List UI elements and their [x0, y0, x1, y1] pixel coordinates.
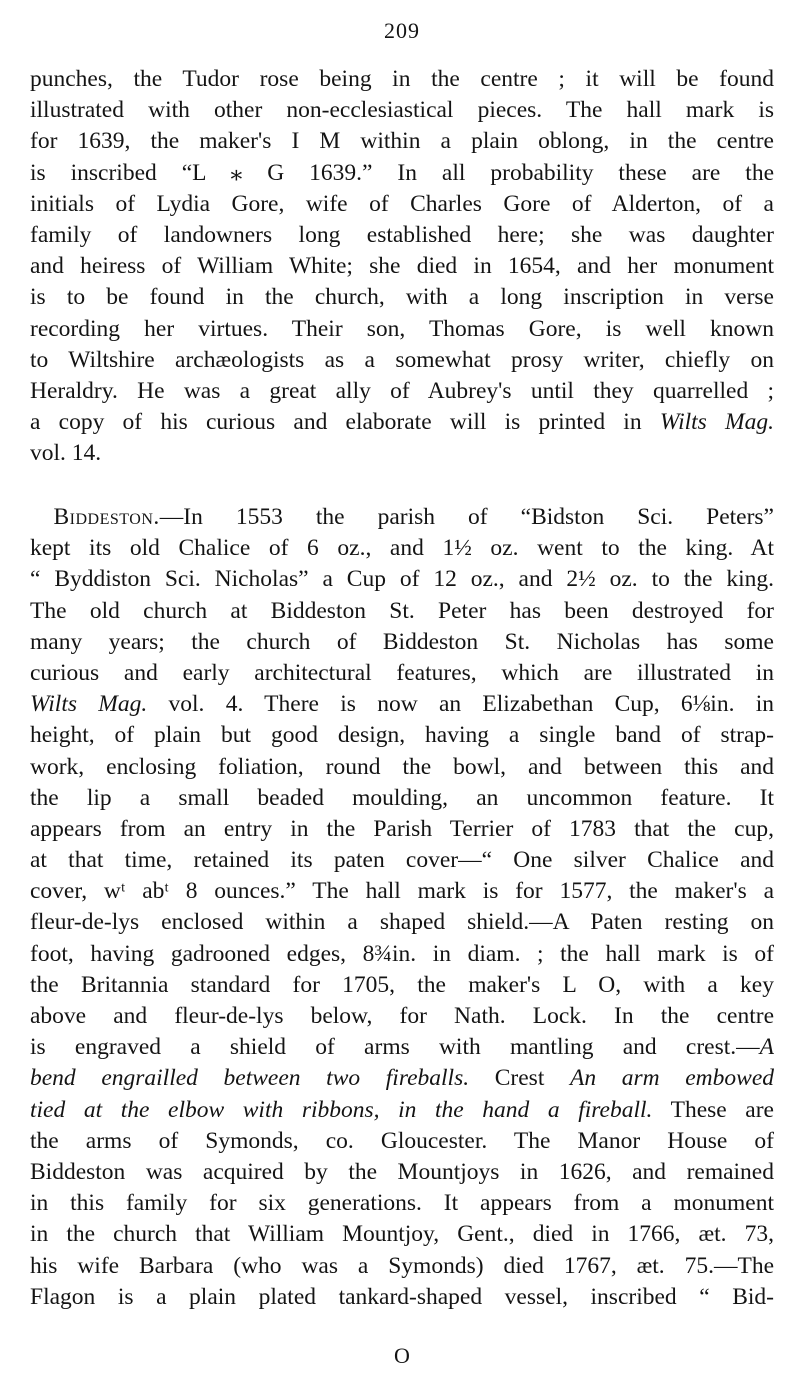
text-line [30, 502, 774, 533]
text-line: the arms of Symonds, co. Gloucester. The Manor House of [30, 1127, 774, 1154]
text-line: the Britannia standard for 1705, the maker's L O, with a key [30, 971, 774, 998]
text-line: cover, wᵗ abᵗ 8 ounces.” The hall mark is for 1577, the maker's a [30, 878, 774, 905]
text-line: recording her virtues. Their son, Thomas Gore, is well known [30, 315, 774, 342]
text-line: fleur-de-lys enclosed within a shaped shield.—A Paten resting on [30, 909, 774, 936]
italic-citation: Wilts Mag. [30, 691, 148, 718]
text-line: illustrated with other non-ecclesiastical pieces. The hall mark is [30, 97, 774, 124]
text-run: is engraved a shield of arms with mantling and crest.— [30, 1034, 760, 1061]
text-line [30, 1032, 774, 1063]
text-line: curious and early architectural features, which are illustrated in [30, 659, 774, 686]
text-line: at that time, retained its paten cover—“ One silver Chalice and [30, 847, 774, 874]
text-line [30, 1095, 774, 1126]
text-run: vol. 4. There is now an Elizabethan Cup, 6⅛in. in [147, 691, 774, 718]
text-run: Crest [469, 1065, 570, 1092]
text-line: is to be found in the church, with a long inscription in verse [30, 284, 774, 311]
text-line: in this family for six generations. It appears from a monument [30, 1190, 774, 1217]
text-line: in the church that William Mountjoy, Gent., died in 1766, æt. 73, [30, 1221, 774, 1248]
text-run: These are [652, 1096, 774, 1123]
text-line: many years; the church of Biddeston St. Nicholas has some [30, 628, 774, 655]
section-heading-biddeston: Biddeston. [53, 504, 160, 530]
italic-blazon: A [759, 1034, 774, 1061]
text-line: the lip a small beaded moulding, an uncommon feature. It [30, 784, 774, 811]
text-line: The old church at Biddeston St. Peter has been destroyed for [30, 597, 774, 624]
signature-mark: O [394, 1343, 410, 1368]
text-line: above and fleur-de-lys below, for Nath. Lock. In the centre [30, 1003, 774, 1029]
italic-blazon: bend engrailled between two fireballs. [30, 1065, 470, 1092]
text-line: initials of Lydia Gore, wife of Charles Gore of Alderton, of a [30, 190, 774, 217]
text-line: and heiress of William White; she died in 1654, and her monument [30, 253, 774, 280]
text-line: Biddeston was acquired by the Mountjoys in 1626, and remained [30, 1158, 774, 1185]
text-line: height, of plain but good design, having a single band of strap- [30, 722, 774, 749]
italic-crest: tied at the elbow with ribbons, in the hand a fireball. [30, 1096, 653, 1123]
text-run: —In 1553 the parish of “Bidston Sci. Peters” [159, 504, 774, 530]
text-line: for 1639, the maker's I M within a plain oblong, in the centre [30, 128, 774, 155]
text-line [30, 407, 774, 438]
page-number: 209 [384, 18, 420, 43]
text-line: kept its old Chalice of 6 oz., and 1½ oz. went to the king. At [30, 535, 774, 562]
italic-citation: Wilts Mag. [659, 409, 774, 436]
document-page [30, 0, 774, 1381]
text-line: Flagon is a plain plated tankard-shaped vessel, inscribed “ Bid- [30, 1283, 774, 1310]
text-line [30, 1063, 774, 1094]
text-line: “ Byddiston Sci. Nicholas” a Cup of 12 oz., and 2½ oz. to the king. [30, 566, 774, 593]
text-line: punches, the Tudor rose being in the centre ; it will be found [30, 66, 774, 92]
text-line: to Wiltshire archæologists as a somewhat prosy writer, chiefly on [30, 346, 774, 373]
text-line: family of landowners long established here; she was daughter [30, 221, 774, 248]
text-run: a copy of his curious and elaborate will is printed in [30, 409, 660, 436]
text-line: work, enclosing foliation, round the bowl, and between this and [30, 753, 774, 780]
paragraph-alderton-continued [30, 64, 774, 469]
text-line: foot, having gadrooned edges, 8¾in. in diam. ; the hall mark is of [30, 940, 774, 967]
text-line: vol. 14. [30, 440, 102, 467]
text-line: Heraldry. He was a great ally of Aubrey's until they quarrelled ; [30, 377, 774, 404]
italic-crest: An arm embowed [570, 1065, 774, 1092]
text-line: his wife Barbara (who was a Symonds) died 1767, æt. 75.—The [30, 1252, 774, 1279]
paragraph-biddeston [30, 502, 774, 1313]
text-line: appears from an entry in the Parish Terrier of 1783 that the cup, [30, 815, 774, 842]
text-line: is inscribed “L ⁎ G 1639.” In all probability these are the [30, 159, 774, 186]
text-line [30, 689, 774, 720]
